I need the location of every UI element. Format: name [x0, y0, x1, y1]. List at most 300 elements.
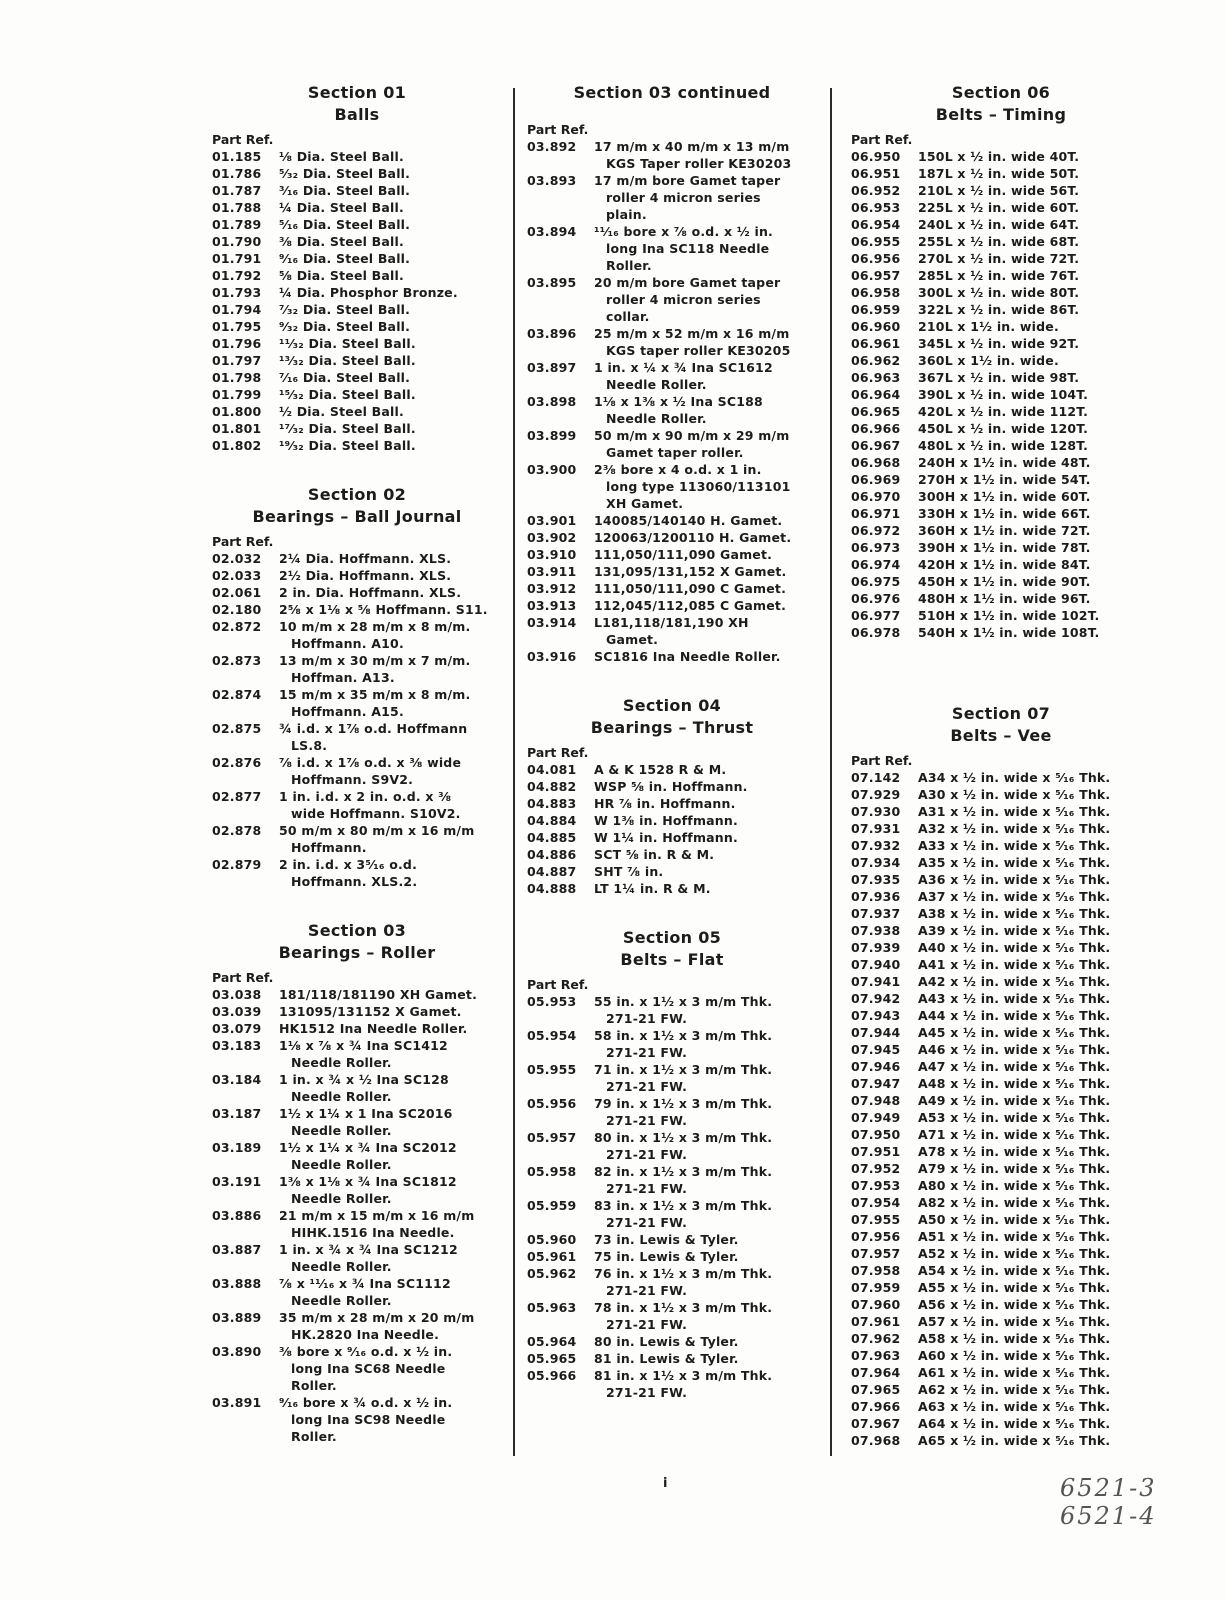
- part-description: HK1512 Ina Needle Roller.: [279, 1021, 468, 1036]
- part-row: [212, 1309, 502, 1326]
- part-ref: 07.959: [851, 1280, 901, 1295]
- part-row: [851, 556, 1151, 573]
- part-ref: 06.957: [851, 268, 901, 283]
- part-row-continuation: [527, 478, 817, 495]
- part-row: [527, 1129, 817, 1146]
- part-description: SCT ⅝ in. R & M.: [594, 847, 715, 862]
- part-ref: 07.965: [851, 1382, 901, 1397]
- part-row-continuation: [527, 410, 817, 427]
- part-row: [527, 461, 817, 478]
- part-description: 111,050/111,090 C Gamet.: [594, 581, 787, 596]
- part-row: [527, 393, 817, 410]
- part-ref: 01.802: [212, 438, 262, 453]
- part-description: 79 in. x 1½ x 3 m/m Thk.: [594, 1096, 773, 1111]
- part-row: [851, 1194, 1151, 1211]
- part-ref: 06.966: [851, 421, 901, 436]
- part-ref: 04.887: [527, 864, 577, 879]
- part-description: Gamet taper roller.: [606, 445, 744, 460]
- part-row-continuation: [212, 1122, 502, 1139]
- part-row: [212, 754, 502, 771]
- part-description: plain.: [606, 207, 647, 222]
- part-ref: 03.897: [527, 360, 577, 375]
- part-ref: 03.891: [212, 1395, 262, 1410]
- part-description: ⅝ Dia. Steel Ball.: [279, 268, 404, 283]
- section: [527, 927, 817, 1401]
- part-description: Hoffmann. A15.: [291, 704, 404, 719]
- part-row-continuation: [527, 631, 817, 648]
- part-description: 210L x ½ in. wide 56T.: [918, 183, 1080, 198]
- part-description: 2 in. Dia. Hoffmann. XLS.: [279, 585, 462, 600]
- part-description: 81 in. x 1½ x 3 m/m Thk.: [594, 1368, 773, 1383]
- part-description: A33 x ½ in. wide x ⁵⁄₁₆ Thk.: [918, 838, 1111, 853]
- part-ref: 07.943: [851, 1008, 901, 1023]
- part-description: ⁹⁄₁₆ Dia. Steel Ball.: [279, 251, 411, 266]
- part-description: long Ina SC68 Needle: [291, 1361, 446, 1376]
- part-description: ½ Dia. Steel Ball.: [279, 404, 404, 419]
- part-description: 81 in. Lewis & Tyler.: [594, 1351, 739, 1366]
- part-row-continuation: [527, 1146, 817, 1163]
- part-description: A79 x ½ in. wide x ⁵⁄₁₆ Thk.: [918, 1161, 1111, 1176]
- part-row-continuation: [212, 1054, 502, 1071]
- part-row-continuation: [527, 1078, 817, 1095]
- part-ref: 06.955: [851, 234, 901, 249]
- part-description: SC1816 Ina Needle Roller.: [594, 649, 781, 664]
- part-row: [212, 1241, 502, 1258]
- part-description: 1⅜ x 1⅛ x ¾ Ina SC1812: [279, 1174, 457, 1189]
- part-row: [851, 539, 1151, 556]
- part-row-continuation: [527, 495, 817, 512]
- part-description: A51 x ½ in. wide x ⁵⁄₁₆ Thk.: [918, 1229, 1111, 1244]
- part-ref: 07.952: [851, 1161, 901, 1176]
- section-title: Section 05: [622, 928, 722, 947]
- part-ref: 07.961: [851, 1314, 901, 1329]
- part-description: 510H x 1½ in. wide 102T.: [918, 608, 1100, 623]
- part-ref: 03.914: [527, 615, 577, 630]
- part-description: A62 x ½ in. wide x ⁵⁄₁₆ Thk.: [918, 1382, 1111, 1397]
- part-description: L181,118/181,190 XH: [594, 615, 749, 630]
- part-row: [851, 1177, 1151, 1194]
- part-description: 13 m/m x 30 m/m x 7 m/m.: [279, 653, 471, 668]
- part-ref: 05.963: [527, 1300, 577, 1315]
- part-description: 20 m/m bore Gamet taper: [594, 275, 781, 290]
- part-row: [851, 905, 1151, 922]
- part-row-continuation: [212, 771, 502, 788]
- part-ref: 02.061: [212, 585, 262, 600]
- part-description: Hoffman. A13.: [291, 670, 395, 685]
- part-ref: 03.894: [527, 224, 577, 239]
- part-description: Roller.: [606, 258, 652, 273]
- part-row: [527, 529, 817, 546]
- part-ref: 07.948: [851, 1093, 901, 1108]
- part-description: 1 in. i.d. x 2 in. o.d. x ⅜: [279, 789, 452, 804]
- part-row-continuation: [527, 1282, 817, 1299]
- part-description: A40 x ½ in. wide x ⁵⁄₁₆ Thk.: [918, 940, 1111, 955]
- part-description: ⅛ Dia. Steel Ball.: [279, 149, 404, 164]
- section: [851, 82, 1151, 641]
- part-row: [527, 580, 817, 597]
- part-description: Needle Roller.: [606, 411, 707, 426]
- part-row: [212, 386, 502, 403]
- part-row-continuation: [527, 240, 817, 257]
- part-description: 1½ x 1¼ x ¾ Ina SC2012: [279, 1140, 457, 1155]
- part-row: [212, 686, 502, 703]
- part-row: [851, 1024, 1151, 1041]
- part-description: ¹⁹⁄₃₂ Dia. Steel Ball.: [279, 438, 416, 453]
- part-description: Needle Roller.: [291, 1293, 392, 1308]
- part-description: A57 x ½ in. wide x ⁵⁄₁₆ Thk.: [918, 1314, 1111, 1329]
- part-row-continuation: [527, 291, 817, 308]
- part-description: 150L x ½ in. wide 40T.: [918, 149, 1080, 164]
- part-row: [851, 1364, 1151, 1381]
- part-row: [527, 1299, 817, 1316]
- part-ref: 02.878: [212, 823, 262, 838]
- part-row: [851, 607, 1151, 624]
- part-row: [851, 233, 1151, 250]
- part-description: LT 1¼ in. R & M.: [594, 881, 711, 896]
- part-row: [527, 863, 817, 880]
- part-row: [212, 1020, 502, 1037]
- part-ref: 04.882: [527, 779, 577, 794]
- part-description: A50 x ½ in. wide x ⁵⁄₁₆ Thk.: [918, 1212, 1111, 1227]
- part-row: [212, 233, 502, 250]
- part-ref: 01.801: [212, 421, 262, 436]
- part-description: A60 x ½ in. wide x ⁵⁄₁₆ Thk.: [918, 1348, 1111, 1363]
- part-row: [212, 601, 502, 618]
- part-description: 1⅛ x 1⅜ x ½ Ina SC188: [594, 394, 763, 409]
- part-ref: 01.799: [212, 387, 262, 402]
- part-row: [212, 986, 502, 1003]
- part-ref-heading: Part Ref.: [212, 534, 274, 549]
- part-row: [851, 922, 1151, 939]
- part-description: 112,045/112,085 C Gamet.: [594, 598, 787, 613]
- part-row: [851, 1381, 1151, 1398]
- part-ref: 05.956: [527, 1096, 577, 1111]
- part-description: 270L x ½ in. wide 72T.: [918, 251, 1080, 266]
- part-ref: 05.964: [527, 1334, 577, 1349]
- part-ref: 07.962: [851, 1331, 901, 1346]
- part-ref-heading: Part Ref.: [851, 132, 913, 147]
- part-description: 271-21 FW.: [606, 1011, 688, 1026]
- part-row: [527, 1265, 817, 1282]
- part-description: roller 4 micron series: [606, 292, 761, 307]
- section: [851, 703, 1151, 1449]
- part-ref: 01.796: [212, 336, 262, 351]
- part-ref: 03.910: [527, 547, 577, 562]
- part-description: 1 in. x ¾ x ¾ Ina SC1212: [279, 1242, 458, 1257]
- part-row: [851, 1330, 1151, 1347]
- part-description: A53 x ½ in. wide x ⁵⁄₁₆ Thk.: [918, 1110, 1111, 1125]
- part-row: [212, 267, 502, 284]
- section-subtitle: Belts – Flat: [620, 950, 724, 969]
- part-ref: 06.959: [851, 302, 901, 317]
- part-ref-heading: Part Ref.: [527, 122, 589, 137]
- part-row: [212, 1173, 502, 1190]
- part-row: [851, 956, 1151, 973]
- part-ref: 07.930: [851, 804, 901, 819]
- part-row: [851, 939, 1151, 956]
- part-row: [851, 250, 1151, 267]
- part-row: [851, 1143, 1151, 1160]
- part-description: long Ina SC118 Needle: [606, 241, 770, 256]
- part-description: SHT ⅞ in.: [594, 864, 664, 879]
- part-description: HIHK.1516 Ina Needle.: [291, 1225, 455, 1240]
- part-ref: 01.797: [212, 353, 262, 368]
- part-ref: 07.939: [851, 940, 901, 955]
- part-description: A46 x ½ in. wide x ⁵⁄₁₆ Thk.: [918, 1042, 1111, 1057]
- part-description: W 1¼ in. Hoffmann.: [594, 830, 738, 845]
- part-description: KGS Taper roller KE30203: [606, 156, 792, 171]
- part-row: [527, 648, 817, 665]
- part-description: 76 in. x 1½ x 3 m/m Thk.: [594, 1266, 773, 1281]
- part-row: [851, 505, 1151, 522]
- part-description: A48 x ½ in. wide x ⁵⁄₁₆ Thk.: [918, 1076, 1111, 1091]
- part-ref-heading: Part Ref.: [212, 970, 274, 985]
- column-2: [527, 82, 817, 1401]
- part-row-continuation: [212, 1190, 502, 1207]
- part-description: 271-21 FW.: [606, 1181, 688, 1196]
- part-row-continuation: [212, 805, 502, 822]
- part-row: [527, 778, 817, 795]
- part-description: 50 m/m x 90 m/m x 29 m/m: [594, 428, 790, 443]
- part-ref: 03.892: [527, 139, 577, 154]
- part-ref: 07.937: [851, 906, 901, 921]
- part-row-continuation: [527, 1010, 817, 1027]
- part-description: Needle Roller.: [606, 377, 707, 392]
- part-row: [851, 284, 1151, 301]
- part-ref: 03.896: [527, 326, 577, 341]
- part-row: [212, 420, 502, 437]
- section: [527, 82, 817, 665]
- part-ref: 06.952: [851, 183, 901, 198]
- part-description: 1½ x 1¼ x 1 Ina SC2016: [279, 1106, 453, 1121]
- part-ref: 03.912: [527, 581, 577, 596]
- part-ref: 03.916: [527, 649, 577, 664]
- part-row: [527, 172, 817, 189]
- part-row: [212, 856, 502, 873]
- part-description: 420H x 1½ in. wide 84T.: [918, 557, 1091, 572]
- part-ref: 01.792: [212, 268, 262, 283]
- part-description: 390H x 1½ in. wide 78T.: [918, 540, 1091, 555]
- part-description: 82 in. x 1½ x 3 m/m Thk.: [594, 1164, 773, 1179]
- part-description: ³⁄₁₆ Dia. Steel Ball.: [279, 183, 411, 198]
- part-row: [851, 454, 1151, 471]
- part-ref: 06.965: [851, 404, 901, 419]
- part-description: ¼ Dia. Steel Ball.: [279, 200, 404, 215]
- part-description: long Ina SC98 Needle: [291, 1412, 446, 1427]
- part-ref: 03.886: [212, 1208, 262, 1223]
- part-description: 271-21 FW.: [606, 1079, 688, 1094]
- part-description: ⅞ i.d. x 1⅞ o.d. x ⅜ wide: [279, 755, 462, 770]
- part-row: [212, 437, 502, 454]
- part-ref: 02.875: [212, 721, 262, 736]
- part-description: ¾ i.d. x 1⅞ o.d. Hoffmann: [279, 721, 468, 736]
- part-ref: 02.872: [212, 619, 262, 634]
- part-row: [527, 223, 817, 240]
- part-description: KGS taper roller KE30205: [606, 343, 791, 358]
- part-row: [851, 1160, 1151, 1177]
- part-ref: 07.941: [851, 974, 901, 989]
- part-description: A30 x ½ in. wide x ⁵⁄₁₆ Thk.: [918, 787, 1111, 802]
- part-ref: 02.879: [212, 857, 262, 872]
- part-description: ¹⁷⁄₃₂ Dia. Steel Ball.: [279, 421, 416, 436]
- part-ref: 02.876: [212, 755, 262, 770]
- part-row: [851, 1347, 1151, 1364]
- part-description: 55 in. x 1½ x 3 m/m Thk.: [594, 994, 773, 1009]
- part-row-continuation: [212, 1377, 502, 1394]
- part-description: ⁷⁄₃₂ Dia. Steel Ball.: [279, 302, 411, 317]
- part-description: 450L x ½ in. wide 120T.: [918, 421, 1089, 436]
- part-description: 285L x ½ in. wide 76T.: [918, 268, 1080, 283]
- part-description: Needle Roller.: [291, 1089, 392, 1104]
- column-3: [851, 82, 1151, 1449]
- section-title: Section 03: [307, 921, 407, 940]
- section: [212, 484, 502, 890]
- part-description: A78 x ½ in. wide x ⁵⁄₁₆ Thk.: [918, 1144, 1111, 1159]
- part-ref: 07.951: [851, 1144, 901, 1159]
- section: [212, 82, 502, 454]
- part-row: [212, 148, 502, 165]
- part-description: 225L x ½ in. wide 60T.: [918, 200, 1080, 215]
- part-row-continuation: [212, 635, 502, 652]
- part-row: [527, 1333, 817, 1350]
- part-ref: 01.793: [212, 285, 262, 300]
- part-ref: 07.938: [851, 923, 901, 938]
- part-row: [212, 788, 502, 805]
- part-ref: 02.033: [212, 568, 262, 583]
- part-ref: 03.893: [527, 173, 577, 188]
- part-description: ¹¹⁄₁₆ bore x ⅞ o.d. x ½ in.: [594, 224, 773, 239]
- part-ref: 03.183: [212, 1038, 262, 1053]
- part-ref: 06.953: [851, 200, 901, 215]
- part-ref: 03.184: [212, 1072, 262, 1087]
- part-row: [212, 284, 502, 301]
- section-title: Section 07: [951, 704, 1051, 723]
- section-subtitle: Bearings – Thrust: [590, 718, 754, 737]
- part-row-continuation: [212, 1224, 502, 1241]
- part-description: 330H x 1½ in. wide 66T.: [918, 506, 1091, 521]
- part-row: [851, 318, 1151, 335]
- part-ref: 07.947: [851, 1076, 901, 1091]
- part-ref-heading: Part Ref.: [212, 132, 274, 147]
- part-ref: 05.960: [527, 1232, 577, 1247]
- part-ref: 03.189: [212, 1140, 262, 1155]
- part-description: WSP ⅝ in. Hoffmann.: [594, 779, 748, 794]
- part-ref: 07.929: [851, 787, 901, 802]
- part-ref: 06.969: [851, 472, 901, 487]
- part-description: Hoffmann.: [291, 840, 367, 855]
- part-description: long type 113060/113101: [606, 479, 791, 494]
- part-row: [527, 1061, 817, 1078]
- part-row: [851, 1245, 1151, 1262]
- part-ref: 05.962: [527, 1266, 577, 1281]
- section-subtitle: Balls: [334, 105, 380, 124]
- part-row: [851, 769, 1151, 786]
- part-ref: 06.960: [851, 319, 901, 334]
- part-ref: 06.978: [851, 625, 901, 640]
- section-subtitle: Bearings – Ball Journal: [252, 507, 462, 526]
- part-description: Needle Roller.: [291, 1123, 392, 1138]
- column-1: [212, 82, 502, 1445]
- part-row: [527, 1163, 817, 1180]
- part-ref: 06.968: [851, 455, 901, 470]
- part-ref: 05.957: [527, 1130, 577, 1145]
- part-row: [527, 597, 817, 614]
- part-ref: 06.961: [851, 336, 901, 351]
- part-ref: 03.911: [527, 564, 577, 579]
- part-ref: 05.955: [527, 1062, 577, 1077]
- part-row: [851, 1398, 1151, 1415]
- part-row: [851, 1058, 1151, 1075]
- part-row: [212, 335, 502, 352]
- part-ref: 03.890: [212, 1344, 262, 1359]
- part-row: [851, 854, 1151, 871]
- part-ref: 05.958: [527, 1164, 577, 1179]
- part-row: [527, 761, 817, 778]
- part-description: A41 x ½ in. wide x ⁵⁄₁₆ Thk.: [918, 957, 1111, 972]
- part-row: [851, 888, 1151, 905]
- part-ref: 05.961: [527, 1249, 577, 1264]
- part-row: [212, 584, 502, 601]
- part-row: [212, 301, 502, 318]
- part-description: 271-21 FW.: [606, 1147, 688, 1162]
- part-description: A58 x ½ in. wide x ⁵⁄₁₆ Thk.: [918, 1331, 1111, 1346]
- part-ref: 06.976: [851, 591, 901, 606]
- part-description: A63 x ½ in. wide x ⁵⁄₁₆ Thk.: [918, 1399, 1111, 1414]
- part-ref: 07.957: [851, 1246, 901, 1261]
- part-row: [212, 318, 502, 335]
- part-description: A55 x ½ in. wide x ⁵⁄₁₆ Thk.: [918, 1280, 1111, 1295]
- part-description: 270H x 1½ in. wide 54T.: [918, 472, 1091, 487]
- section-title: Section 01: [307, 83, 407, 102]
- part-row: [212, 1105, 502, 1122]
- part-row: [851, 1075, 1151, 1092]
- section: [527, 695, 817, 897]
- part-row: [851, 1296, 1151, 1313]
- part-ref: 01.798: [212, 370, 262, 385]
- part-row: [212, 165, 502, 182]
- part-row-continuation: [527, 257, 817, 274]
- part-ref: 01.788: [212, 200, 262, 215]
- part-row: [212, 618, 502, 635]
- part-row: [527, 512, 817, 529]
- part-row: [527, 880, 817, 897]
- part-description: 271-21 FW.: [606, 1113, 688, 1128]
- part-description: A49 x ½ in. wide x ⁵⁄₁₆ Thk.: [918, 1093, 1111, 1108]
- part-row-continuation: [527, 342, 817, 359]
- part-description: 420L x ½ in. wide 112T.: [918, 404, 1089, 419]
- part-ref: 03.079: [212, 1021, 262, 1036]
- part-row: [851, 990, 1151, 1007]
- part-row: [527, 1350, 817, 1367]
- part-description: A39 x ½ in. wide x ⁵⁄₁₆ Thk.: [918, 923, 1111, 938]
- part-description: LS.8.: [291, 738, 328, 753]
- part-description: Needle Roller.: [291, 1259, 392, 1274]
- part-row: [851, 1211, 1151, 1228]
- part-ref: 06.967: [851, 438, 901, 453]
- part-row: [212, 567, 502, 584]
- part-row: [851, 165, 1151, 182]
- part-row: [212, 199, 502, 216]
- part-description: 360H x 1½ in. wide 72T.: [918, 523, 1091, 538]
- part-description: 111,050/111,090 Gamet.: [594, 547, 773, 562]
- part-row: [851, 199, 1151, 216]
- part-ref: 04.888: [527, 881, 577, 896]
- part-description: 50 m/m x 80 m/m x 16 m/m: [279, 823, 475, 838]
- part-row: [851, 216, 1151, 233]
- part-description: ⁷⁄₁₆ Dia. Steel Ball.: [279, 370, 411, 385]
- part-description: ⅜ bore x ⁹⁄₁₆ o.d. x ½ in.: [279, 1344, 453, 1359]
- part-row: [851, 182, 1151, 199]
